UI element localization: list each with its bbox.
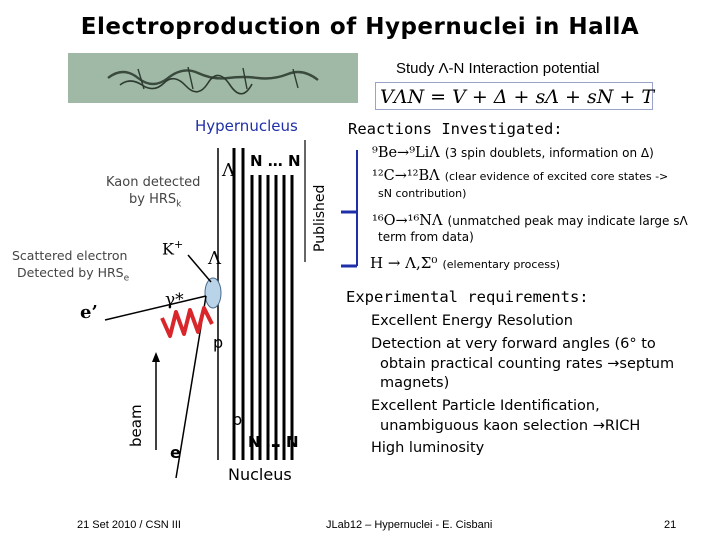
kaon-detected-line1: Kaon detected <box>106 175 201 190</box>
reaction-o16-note2: term from data) <box>378 230 474 244</box>
footer-center: JLab12 – Hypernuclei - E. Cisbani <box>326 519 493 531</box>
reaction-c12-note2: sN contribution) <box>378 187 467 200</box>
slide-title: Electroproduction of Hypernuclei in HallA <box>80 14 640 40</box>
hypernucleus-label: Hypernucleus <box>195 117 298 135</box>
kplus-label: K+ <box>162 238 184 259</box>
beam-arrow-icon <box>152 352 160 362</box>
published-label: Published <box>312 184 328 252</box>
requirement-item: Detection at very forward angles (6° to <box>371 336 656 352</box>
reaction-h: H → Λ,Σ⁰ (elementary process) <box>370 254 560 272</box>
requirement-item: Excellent Energy Resolution <box>371 313 573 329</box>
requirement-item: magnets) <box>380 375 450 391</box>
beam-label: beam <box>127 404 145 447</box>
n-dots-n-top: N … N <box>250 152 301 170</box>
n-dots-n-bottom: N … N <box>248 433 299 451</box>
virtual-photon-wave <box>162 308 212 336</box>
reaction-o16: ¹⁶O→¹⁶NΛ (unmatched peak may indicate large sΛ <box>372 213 688 229</box>
requirement-item: unambiguous kaon selection →RICH <box>380 418 641 434</box>
requirement-item: Excellent Particle Identification, <box>371 398 600 414</box>
nucleus-label: Nucleus <box>228 465 292 484</box>
lambda-top-label: Λ <box>222 160 235 181</box>
footer-date: 21 Set 2010 / CSN III <box>77 519 181 531</box>
study-text: Study Λ-N Interaction potential <box>396 60 600 77</box>
gamma-star-label: γ* <box>165 290 184 310</box>
e-beam-label: e <box>170 443 181 462</box>
requirements-heading: Experimental requirements: <box>346 288 589 306</box>
potential-formula: VΛN = V + Δ + sΛ + sN + T <box>375 82 653 110</box>
nucleon-lines <box>234 148 292 460</box>
scattered-line2: Detected by $HRS_e$ <box>17 265 130 284</box>
lambda-mid-label: Λ <box>208 248 221 269</box>
scattered-line1: Scattered electron <box>12 248 128 263</box>
kaon-detected-line2: by $HRS_k$ <box>129 192 182 210</box>
requirement-item: High luminosity <box>371 440 485 456</box>
p-upper-label: p <box>213 333 224 352</box>
reactions-heading: Reactions Investigated: <box>348 120 563 138</box>
p-lower-label: p <box>232 410 243 429</box>
page-number: 21 <box>664 519 677 531</box>
vertex-ellipse <box>205 278 221 308</box>
e-prime-label: e’ <box>80 302 98 323</box>
reaction-be9: ⁹Be→⁹LiΛ (3 spin doublets, information on Δ) <box>372 145 654 161</box>
reaction-c12: ¹²C→¹²BΛ (clear evidence of excited core states -> <box>372 168 669 184</box>
requirement-item: obtain practical counting rates →septum <box>380 356 675 372</box>
